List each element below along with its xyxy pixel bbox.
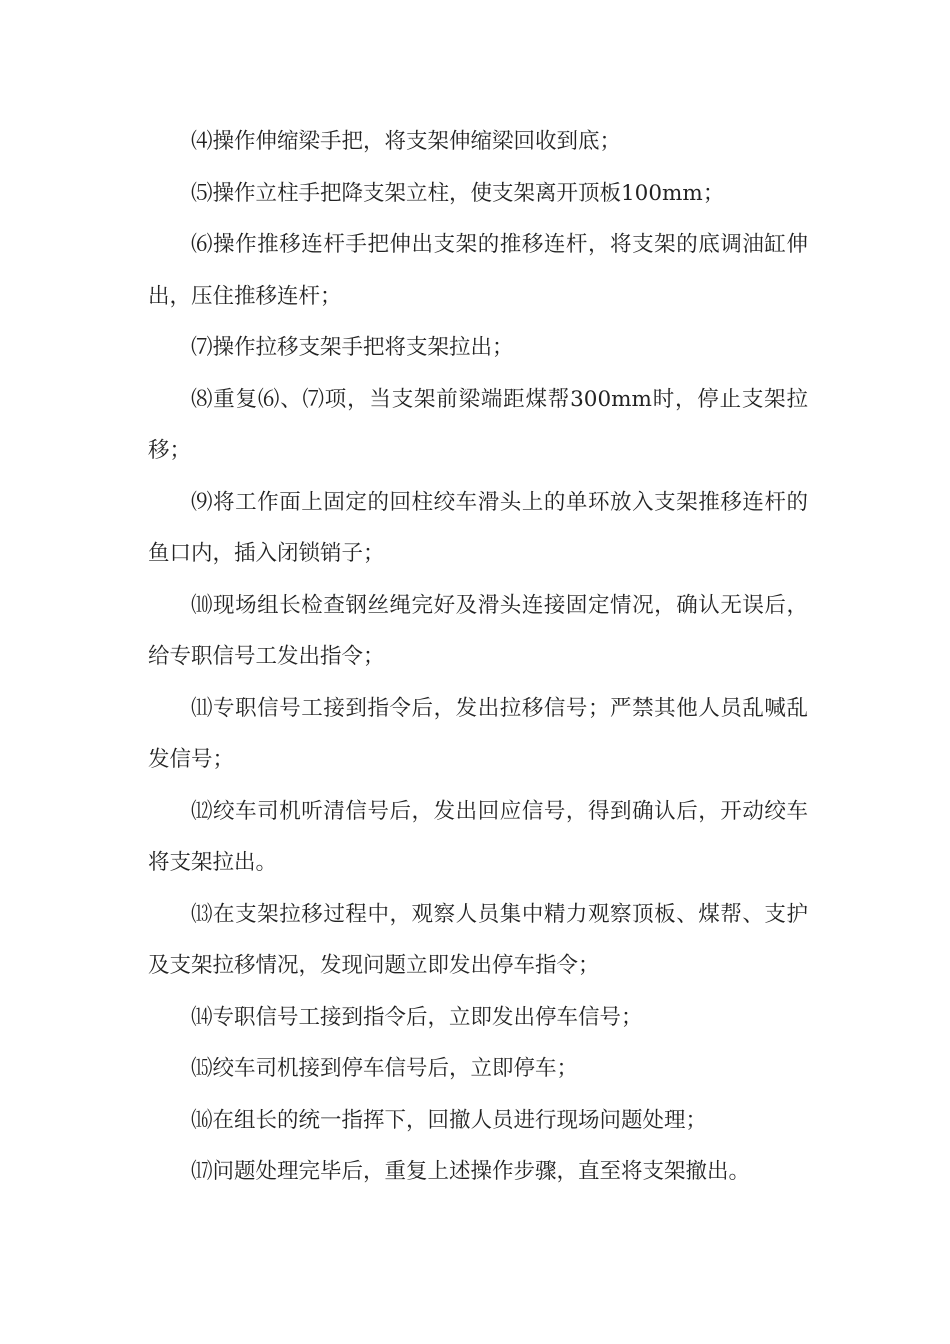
step-13-paragraph: ⒀在支架拉移过程中，观察人员集中精力观察顶板、煤帮、支护及支架拉移情况，发现问题立即发出停车指令；	[148, 901, 808, 978]
step-14-paragraph: ⒁专职信号工接到指令后，立即发出停车信号；	[191, 1004, 643, 1030]
step-6-paragraph: ⑹操作推移连杆手把伸出支架的推移连杆，将支架的底调油缸伸出，压住推移连杆；	[148, 232, 808, 309]
step-4-paragraph: ⑷操作伸缩梁手把，将支架伸缩梁回收到底；	[191, 129, 622, 154]
step-15-paragraph: ⒂绞车司机接到停车信号后，立即停车；	[191, 1056, 579, 1081]
step-10-paragraph: ⑽现场组长检查钢丝绳完好及滑头连接固定情况，确认无误后，给专职信号工发出指令；	[148, 592, 808, 669]
step-5-paragraph: ⑸操作立柱手把降支架立柱，使支架离开顶板100mm；	[191, 180, 725, 206]
step-16-paragraph: ⒃在组长的统一指挥下，回撤人员进行现场问题处理；	[191, 1107, 708, 1133]
step-17-paragraph: ⒄问题处理完毕后，重复上述操作步骤，直至将支架撤出。	[191, 1159, 751, 1184]
document-body	[148, 116, 808, 1198]
step-9-paragraph: ⑼将工作面上固定的回柱绞车滑头上的单环放入支架推移连杆的鱼口内，插入闭锁销子；	[148, 489, 808, 566]
step-11-paragraph: ⑾专职信号工接到指令后，发出拉移信号；严禁其他人员乱喊乱发信号；	[148, 695, 808, 772]
step-8-paragraph: ⑻重复⑹、⑺项，当支架前梁端距煤帮300mm时，停止支架拉移；	[148, 386, 808, 463]
step-12-paragraph: ⑿绞车司机听清信号后，发出回应信号，得到确认后，开动绞车将支架拉出。	[148, 798, 808, 875]
step-7-paragraph: ⑺操作拉移支架手把将支架拉出；	[191, 335, 514, 360]
